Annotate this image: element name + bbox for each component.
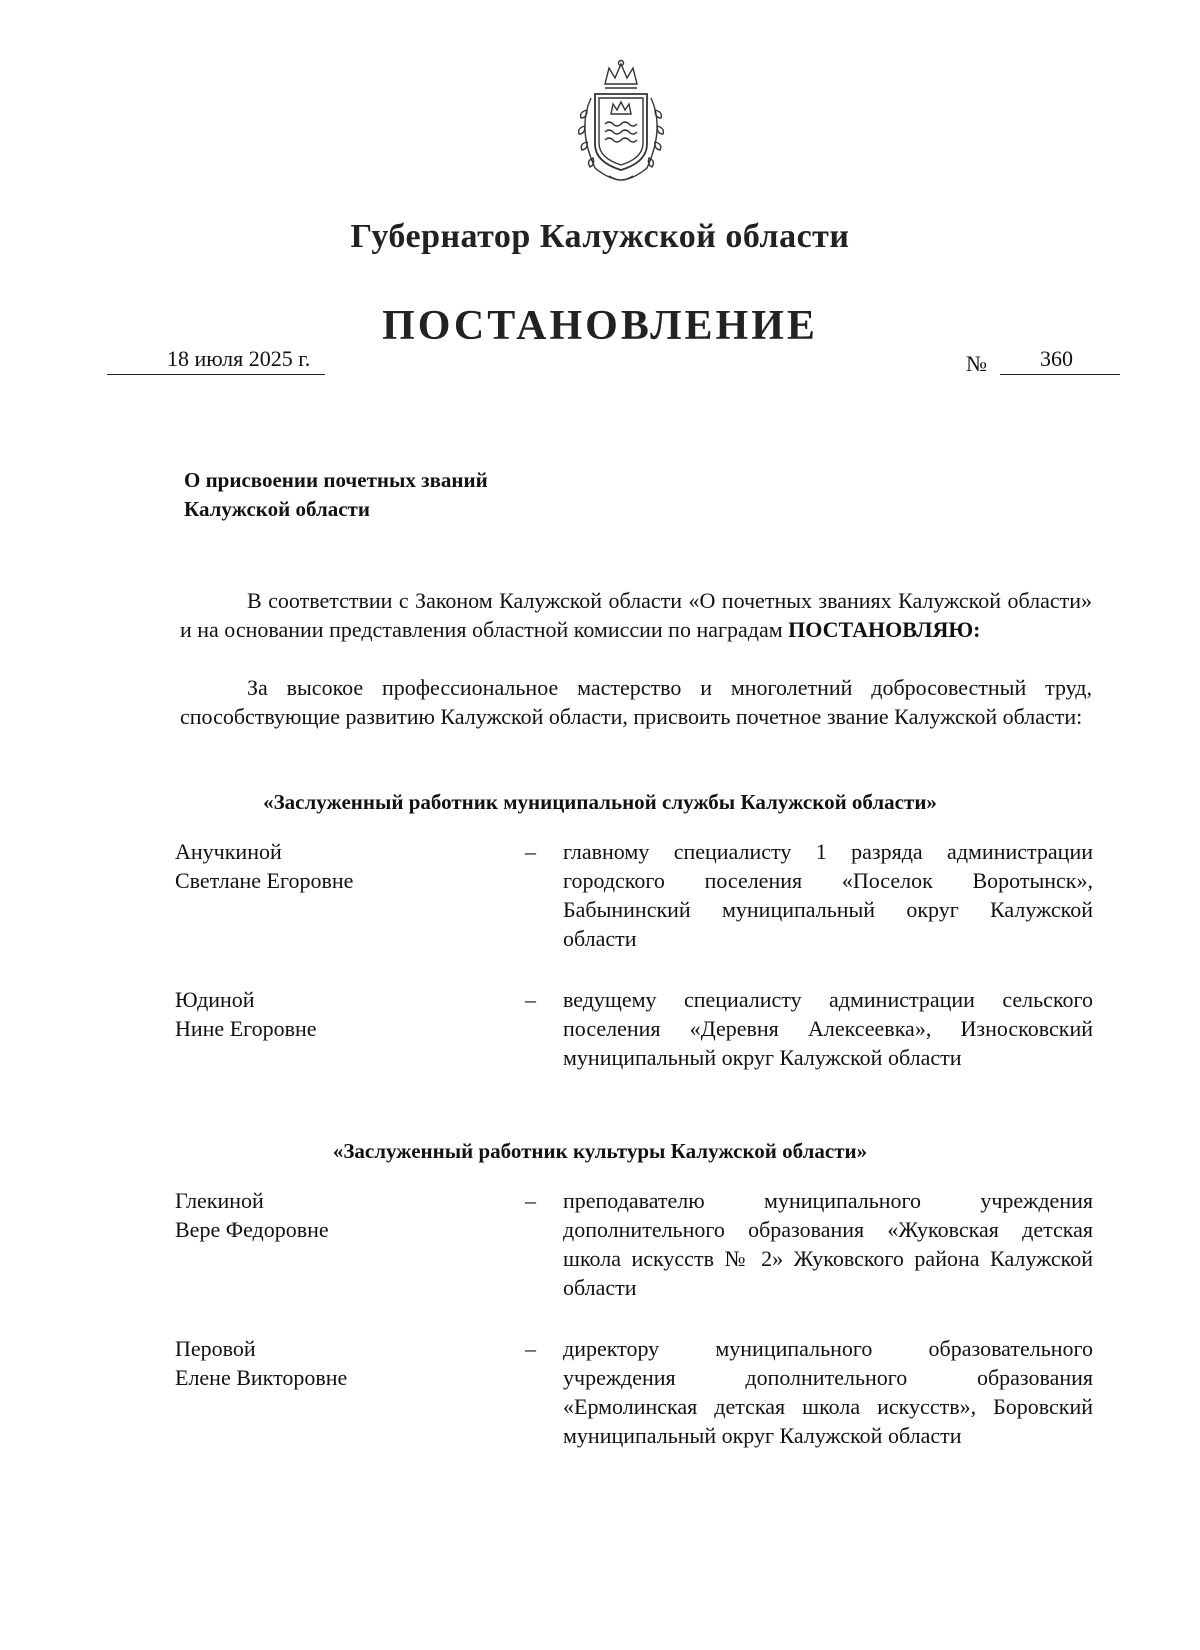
- award-title-municipal-service: «Заслуженный работник муниципальной службы Калужской области»: [263, 790, 937, 814]
- document-number: 360: [1040, 346, 1073, 371]
- recipient-name: [175, 837, 515, 895]
- award-paragraph: За высокое профессиональное мастерство и многолетний добросовестный труд, способствующие развитию Калужской области, присвоить почетное звание Калужской области:: [180, 675, 1092, 729]
- document-type-title: ПОСТАНОВЛЕНИЕ: [382, 303, 818, 349]
- entry-dash: –: [525, 1188, 536, 1213]
- subject-line-2: Калужской области: [184, 497, 370, 521]
- recipient-name: [175, 1334, 515, 1392]
- recipient-position: главному специалисту 1 разряда администрации городского поселения «Поселок Воротынск», Бабынинский муниципальный округ Калужской области: [563, 839, 1093, 951]
- document-date: 18 июля 2025 г.: [167, 346, 311, 371]
- subject-line-1: О присвоении почетных званий: [184, 468, 488, 492]
- recipient-surname: Глекиной: [175, 1188, 264, 1213]
- recipient-name: [175, 985, 515, 1043]
- coat-of-arms-emblem: [565, 58, 677, 186]
- date-field: [107, 346, 325, 375]
- resolution-keyword: ПОСТАНОВЛЯЮ:: [788, 617, 981, 642]
- recipient-surname: Анучкиной: [175, 839, 282, 864]
- preamble-text: В соответствии с Законом Калужской области «О почетных званиях Калужской области» и на основании представления областной комиссии по наградам: [180, 588, 1092, 642]
- number-sign: №: [966, 351, 987, 376]
- document-subject: [184, 466, 488, 524]
- recipient-position: преподавателю муниципального учреждения дополнительного образования «Жуковская детская школа искусств № 2» Жуковского района Калужской области: [563, 1188, 1093, 1300]
- number-field: [1000, 346, 1120, 375]
- recipient-given-names: Светлане Егоровне: [175, 868, 354, 893]
- entry-dash: –: [525, 987, 536, 1012]
- recipient-surname: Юдиной: [175, 987, 255, 1012]
- recipient-given-names: Нине Егоровне: [175, 1016, 317, 1041]
- issuing-authority: Губернатор Калужской области: [350, 218, 850, 255]
- entry-dash: –: [525, 1336, 536, 1361]
- award-title-culture: «Заслуженный работник культуры Калужской области»: [332, 1139, 868, 1163]
- recipient-position: директору муниципального образовательного учреждения дополнительного образования «Ермолинская детская школа искусств», Боровский муниципальный округ Калужской области: [563, 1336, 1093, 1448]
- preamble-paragraph: [180, 586, 1092, 644]
- recipient-given-names: Елене Викторовне: [175, 1365, 348, 1390]
- recipient-name: [175, 1186, 515, 1244]
- recipient-given-names: Вере Федоровне: [175, 1217, 329, 1242]
- entry-dash: –: [525, 839, 536, 864]
- recipient-position: ведущему специалисту администрации сельского поселения «Деревня Алексеевка», Износковский муниципальный округ Калужской области: [563, 987, 1093, 1070]
- recipient-surname: Перовой: [175, 1336, 256, 1361]
